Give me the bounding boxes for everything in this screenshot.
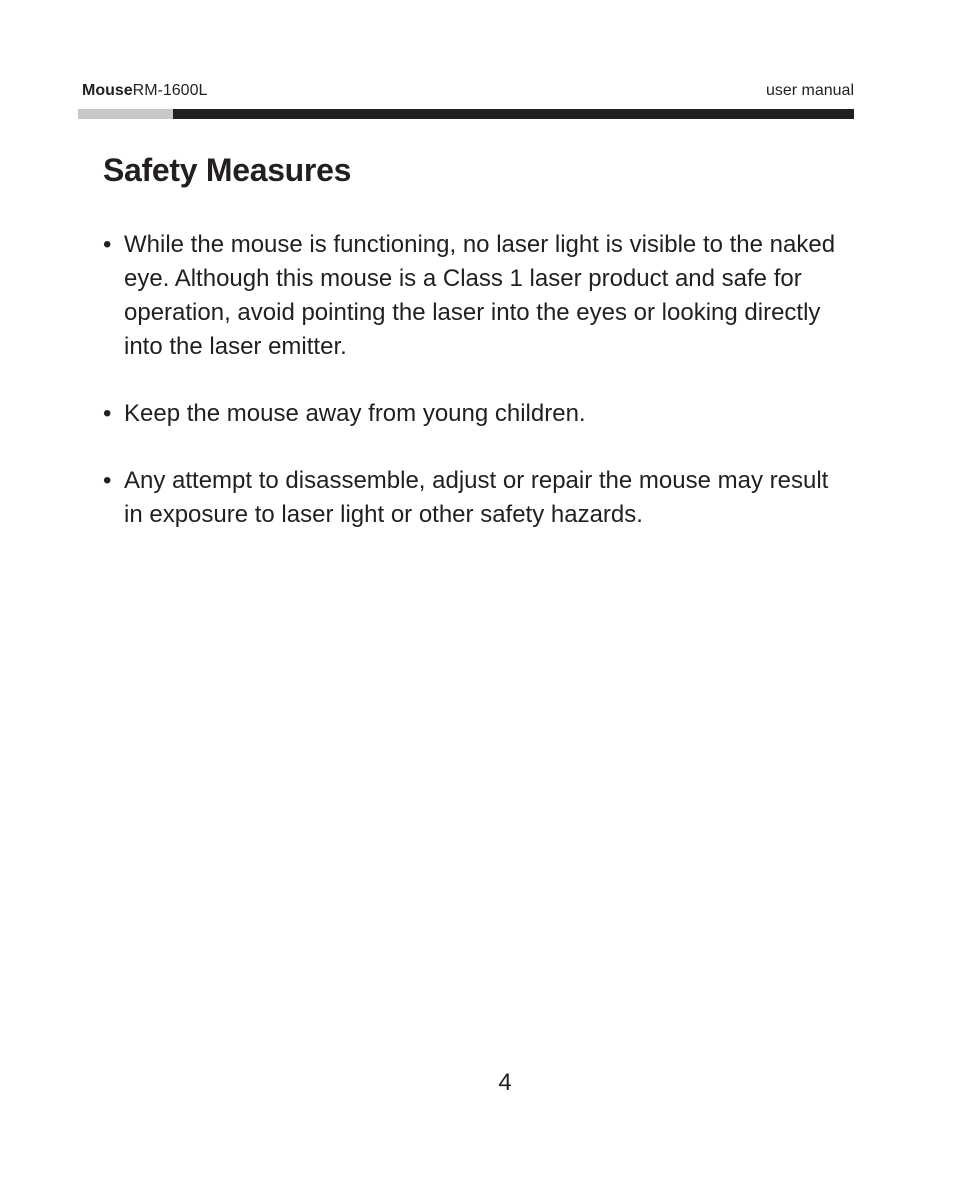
list-item-text: Any attempt to disassemble, adjust or repair the mouse may result in exposure to laser light or other safety hazards. <box>124 467 829 528</box>
bullet-icon: • <box>103 467 112 494</box>
header-rule-light <box>78 109 173 119</box>
list-item <box>103 464 843 532</box>
product-name <box>82 82 207 100</box>
brand-name: Mouse <box>82 82 133 99</box>
list-item <box>103 397 843 431</box>
section-title: Safety Measures <box>103 152 352 188</box>
safety-list <box>103 228 843 565</box>
list-item-text: While the mouse is functioning, no laser light is visible to the naked eye. Although this mouse is a Class 1 laser product and safe for operation, avoid pointing the laser into the eyes or looking directly into the laser emitter. <box>124 231 836 360</box>
bullet-icon: • <box>103 231 112 258</box>
bullet-icon: • <box>103 400 112 427</box>
model-number: RM-1600L <box>132 82 208 99</box>
list-item <box>103 228 843 364</box>
list-item-text: Keep the mouse away from young children. <box>124 400 586 427</box>
document-type: user manual <box>765 82 854 99</box>
page-header <box>82 82 854 102</box>
page-number: 4 <box>498 1069 512 1096</box>
header-rule-dark <box>173 109 854 119</box>
